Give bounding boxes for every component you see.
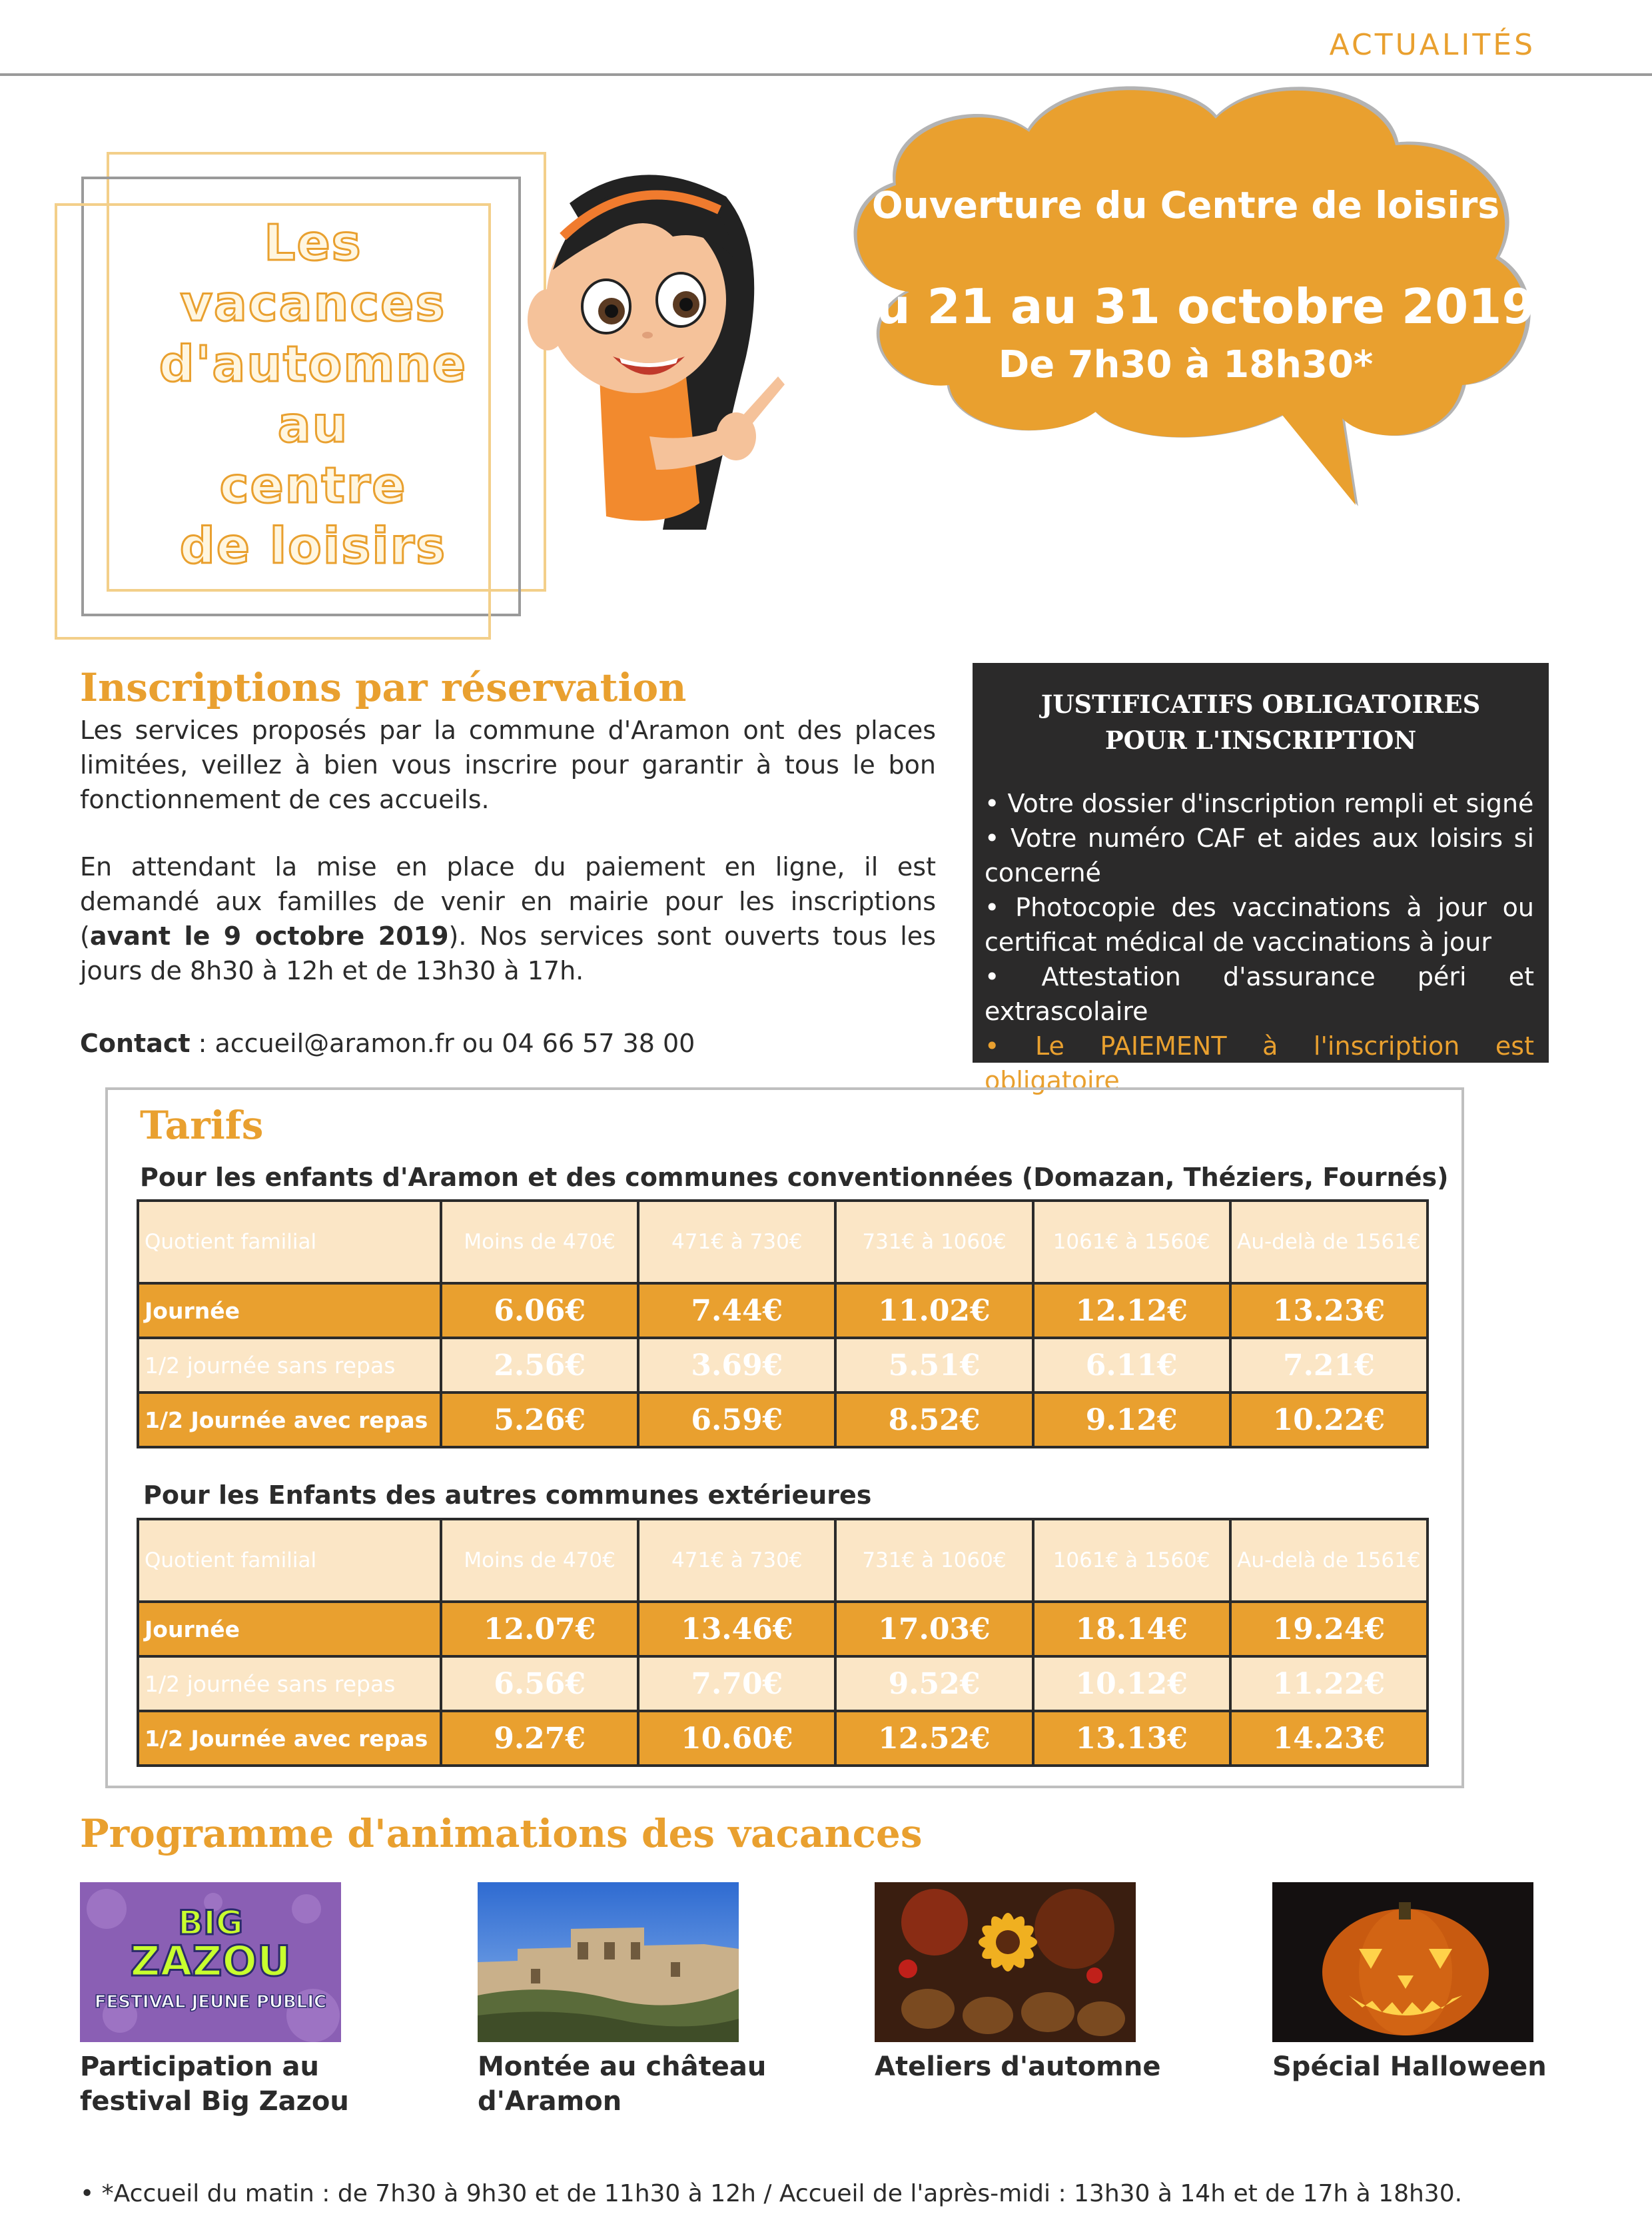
header-cell: 731€ à 1060€ xyxy=(835,1201,1032,1283)
price-cell: 9.12€ xyxy=(1033,1392,1230,1447)
price-cell: 13.13€ xyxy=(1033,1711,1230,1766)
header-cell: 471€ à 730€ xyxy=(638,1201,835,1283)
tarifs-table-aramon xyxy=(137,1199,1429,1448)
girl-illustration xyxy=(506,157,786,583)
price-cell: 11.22€ xyxy=(1230,1656,1428,1711)
header-cell: Au-delà de 1561€ xyxy=(1230,1519,1428,1602)
price-cell: 5.26€ xyxy=(441,1392,638,1447)
autumn-workshop-image xyxy=(875,1882,1136,2042)
big-zazou-image xyxy=(80,1882,341,2042)
table-row xyxy=(138,1656,1428,1711)
contact-label: Contact xyxy=(80,1029,191,1058)
row-label: 1/2 journée sans repas xyxy=(138,1656,441,1711)
zazou-logo-big: BIG xyxy=(178,1904,243,1942)
bubble-dates: Du 21 au 31 octobre 2019 xyxy=(836,278,1535,334)
price-cell: 10.60€ xyxy=(638,1711,835,1766)
tarifs-table-2-caption: Pour les Enfants des autres communes extérieures xyxy=(143,1480,872,1510)
header-cell: 1061€ à 1560€ xyxy=(1033,1519,1230,1602)
price-cell: 7.70€ xyxy=(638,1656,835,1711)
row-label: 1/2 Journée avec repas xyxy=(138,1711,441,1766)
price-cell: 9.52€ xyxy=(835,1656,1032,1711)
inscriptions-title: Inscriptions par réservation xyxy=(80,665,687,710)
price-cell: 6.11€ xyxy=(1033,1338,1230,1392)
p2-text-start: En attendant la mise en place du paiement en ligne, il est demandé aux familles de venir en mairie pour les inscriptions ( xyxy=(80,852,936,951)
contact-line xyxy=(80,1026,936,1061)
price-cell: 6.06€ xyxy=(441,1283,638,1338)
justificatif-item: • Photocopie des vaccinations à jour ou certificat médical de vaccinations à jour xyxy=(985,893,1534,957)
bubble-heading: Ouverture du Centre de loisirs xyxy=(871,184,1500,227)
row-label: 1/2 journée sans repas xyxy=(138,1338,441,1392)
poster-line: vacances xyxy=(180,275,446,332)
price-cell: 5.51€ xyxy=(835,1338,1032,1392)
tarifs-table-exterieures xyxy=(137,1518,1429,1767)
poster-line: de loisirs xyxy=(179,518,447,575)
poster-line: Les xyxy=(264,215,362,272)
price-cell: 9.27€ xyxy=(441,1711,638,1766)
price-cell: 10.12€ xyxy=(1033,1656,1230,1711)
header-cell: 1061€ à 1560€ xyxy=(1033,1201,1230,1283)
price-cell: 7.21€ xyxy=(1230,1338,1428,1392)
bubble-hours: De 7h30 à 18h30* xyxy=(998,343,1374,386)
justificatifs-title-line-2: POUR L'INSCRIPTION xyxy=(1104,726,1417,755)
zazou-logo-tagline: FESTIVAL JEUNE PUBLIC xyxy=(94,1992,327,2012)
header-cell: Au-delà de 1561€ xyxy=(1230,1201,1428,1283)
tarifs-title: Tarifs xyxy=(140,1103,264,1148)
contact-details: : accueil@aramon.fr ou 04 66 57 38 00 xyxy=(190,1029,695,1058)
price-cell: 17.03€ xyxy=(835,1602,1032,1656)
header-cell: Quotient familial xyxy=(138,1519,441,1602)
halloween-pumpkin-image xyxy=(1272,1882,1533,2042)
price-cell: 14.23€ xyxy=(1230,1711,1428,1766)
price-cell: 18.14€ xyxy=(1033,1602,1230,1656)
justificatifs-title xyxy=(973,686,1549,758)
table-row xyxy=(138,1338,1428,1392)
poster-line: d'automne xyxy=(159,336,468,393)
price-cell: 13.23€ xyxy=(1230,1283,1428,1338)
price-cell: 8.52€ xyxy=(835,1392,1032,1447)
tarifs-table-1-caption: Pour les enfants d'Aramon et des communes conventionnées (Domazan, Théziers, Fournés) xyxy=(140,1163,1449,1192)
header-cell: Moins de 470€ xyxy=(441,1201,638,1283)
price-cell: 19.24€ xyxy=(1230,1602,1428,1656)
justificatif-payment-item: • Le PAIEMENT à l'inscription est obligatoire xyxy=(985,1031,1534,1095)
header-cell: 731€ à 1060€ xyxy=(835,1519,1032,1602)
price-cell: 3.69€ xyxy=(638,1338,835,1392)
price-cell: 11.02€ xyxy=(835,1283,1032,1338)
table-row xyxy=(138,1711,1428,1766)
header-cell: Quotient familial xyxy=(138,1201,441,1283)
poster-title xyxy=(127,213,500,577)
header-cell: 471€ à 730€ xyxy=(638,1519,835,1602)
row-label: 1/2 Journée avec repas xyxy=(138,1392,441,1447)
price-cell: 10.22€ xyxy=(1230,1392,1428,1447)
inscriptions-paragraph-2 xyxy=(80,849,936,988)
programme-caption: Spécial Halloween xyxy=(1272,2051,1547,2082)
justificatif-item: • Attestation d'assurance péri et extrascolaire xyxy=(985,962,1534,1026)
footnote-hours: • *Accueil du matin : de 7h30 à 9h30 et de 11h30 à 12h / Accueil de l'après-midi : 13h30 à 14h et de 17h à 18h30. xyxy=(80,2180,1463,2207)
justificatifs-title-line-1: JUSTIFICATIFS OBLIGATOIRES xyxy=(1040,690,1481,719)
table-header-row xyxy=(138,1519,1428,1602)
table-header-row xyxy=(138,1201,1428,1283)
justificatifs-list xyxy=(985,786,1534,1098)
price-cell: 2.56€ xyxy=(441,1338,638,1392)
inscriptions-paragraph-1: Les services proposés par la commune d'Aramon ont des places limitées, veillez à bien vous inscrire pour garantir à tous le bon fonctionnement de ces accueils. xyxy=(80,716,936,814)
header-cell: Moins de 470€ xyxy=(441,1519,638,1602)
chateau-image xyxy=(478,1882,739,2042)
price-cell: 6.56€ xyxy=(441,1656,638,1711)
programme-caption: Participation au festival Big Zazou xyxy=(80,2051,349,2117)
price-cell: 7.44€ xyxy=(638,1283,835,1338)
poster-line: centre xyxy=(219,457,407,514)
table-row xyxy=(138,1392,1428,1447)
price-cell: 12.12€ xyxy=(1033,1283,1230,1338)
justificatif-item: • Votre numéro CAF et aides aux loisirs si concerné xyxy=(985,824,1534,887)
row-label: Journée xyxy=(138,1283,441,1338)
price-cell: 12.07€ xyxy=(441,1602,638,1656)
table-row xyxy=(138,1283,1428,1338)
justificatif-item: • Votre dossier d'inscription rempli et signé xyxy=(985,789,1534,818)
programme-caption: Ateliers d'automne xyxy=(875,2051,1161,2082)
price-cell: 6.59€ xyxy=(638,1392,835,1447)
section-label: ACTUALITÉS xyxy=(1329,28,1535,62)
zazou-logo-zazou: ZAZOU xyxy=(130,1937,291,1985)
table-row xyxy=(138,1602,1428,1656)
p2-text-end: ). Nos services sont ouverts tous les jours de 8h30 à 12h et de 13h30 à 17h. xyxy=(80,921,936,985)
programme-title: Programme d'animations des vacances xyxy=(80,1811,923,1856)
programme-caption: Montée au château d'Aramon xyxy=(478,2051,767,2117)
poster-line: au xyxy=(277,396,349,454)
justificatifs-box xyxy=(973,663,1549,1095)
row-label: Journée xyxy=(138,1602,441,1656)
p2-deadline: avant le 9 octobre 2019 xyxy=(89,921,449,951)
price-cell: 12.52€ xyxy=(835,1711,1032,1766)
price-cell: 13.46€ xyxy=(638,1602,835,1656)
